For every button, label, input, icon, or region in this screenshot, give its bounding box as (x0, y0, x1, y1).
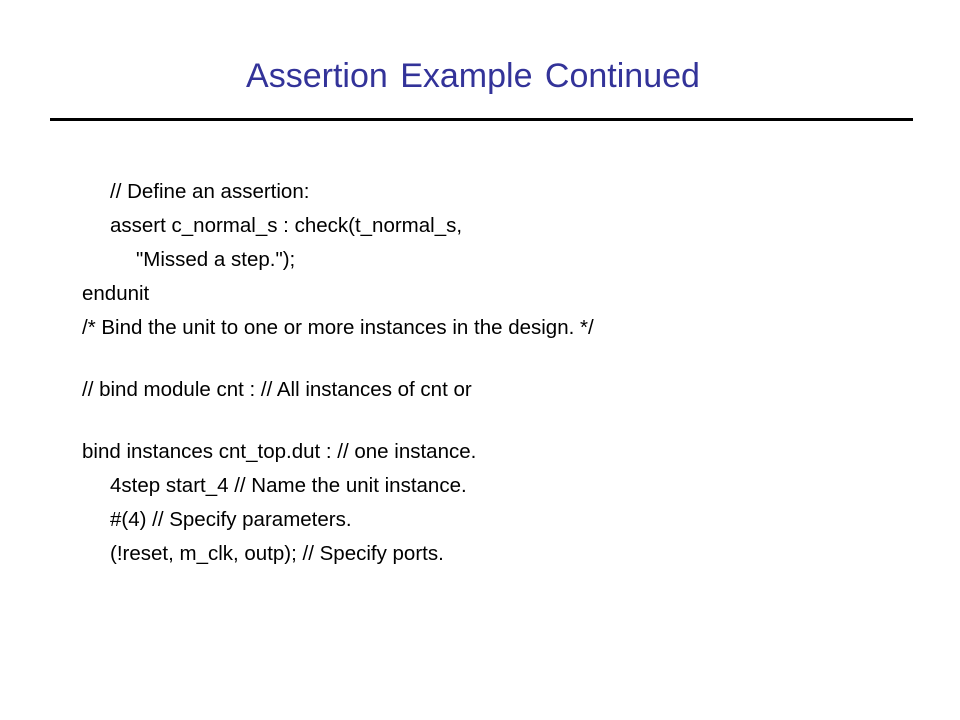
code-line-parameters: #(4) // Specify parameters. (110, 508, 352, 531)
code-line-define-assertion: // Define an assertion: (110, 180, 310, 203)
slide-title: Assertion Example Continued (246, 57, 700, 95)
code-line-endunit: endunit (82, 282, 150, 305)
code-line-bind-module: // bind module cnt : // All instances of cnt or (82, 378, 472, 401)
code-line-ports: (!reset, m_clk, outp); // Specify ports. (110, 542, 444, 565)
code-line-unit-instance: 4step start_4 // Name the unit instance. (110, 474, 467, 497)
title-divider (50, 118, 913, 121)
code-line-message: "Missed a step."); (136, 248, 296, 271)
code-line-assert: assert c_normal_s : check(t_normal_s, (110, 214, 463, 237)
code-line-bind-instances: bind instances cnt_top.dut : // one instance. (82, 440, 477, 463)
code-line-bind-comment: /* Bind the unit to one or more instances in the design. */ (82, 316, 594, 339)
